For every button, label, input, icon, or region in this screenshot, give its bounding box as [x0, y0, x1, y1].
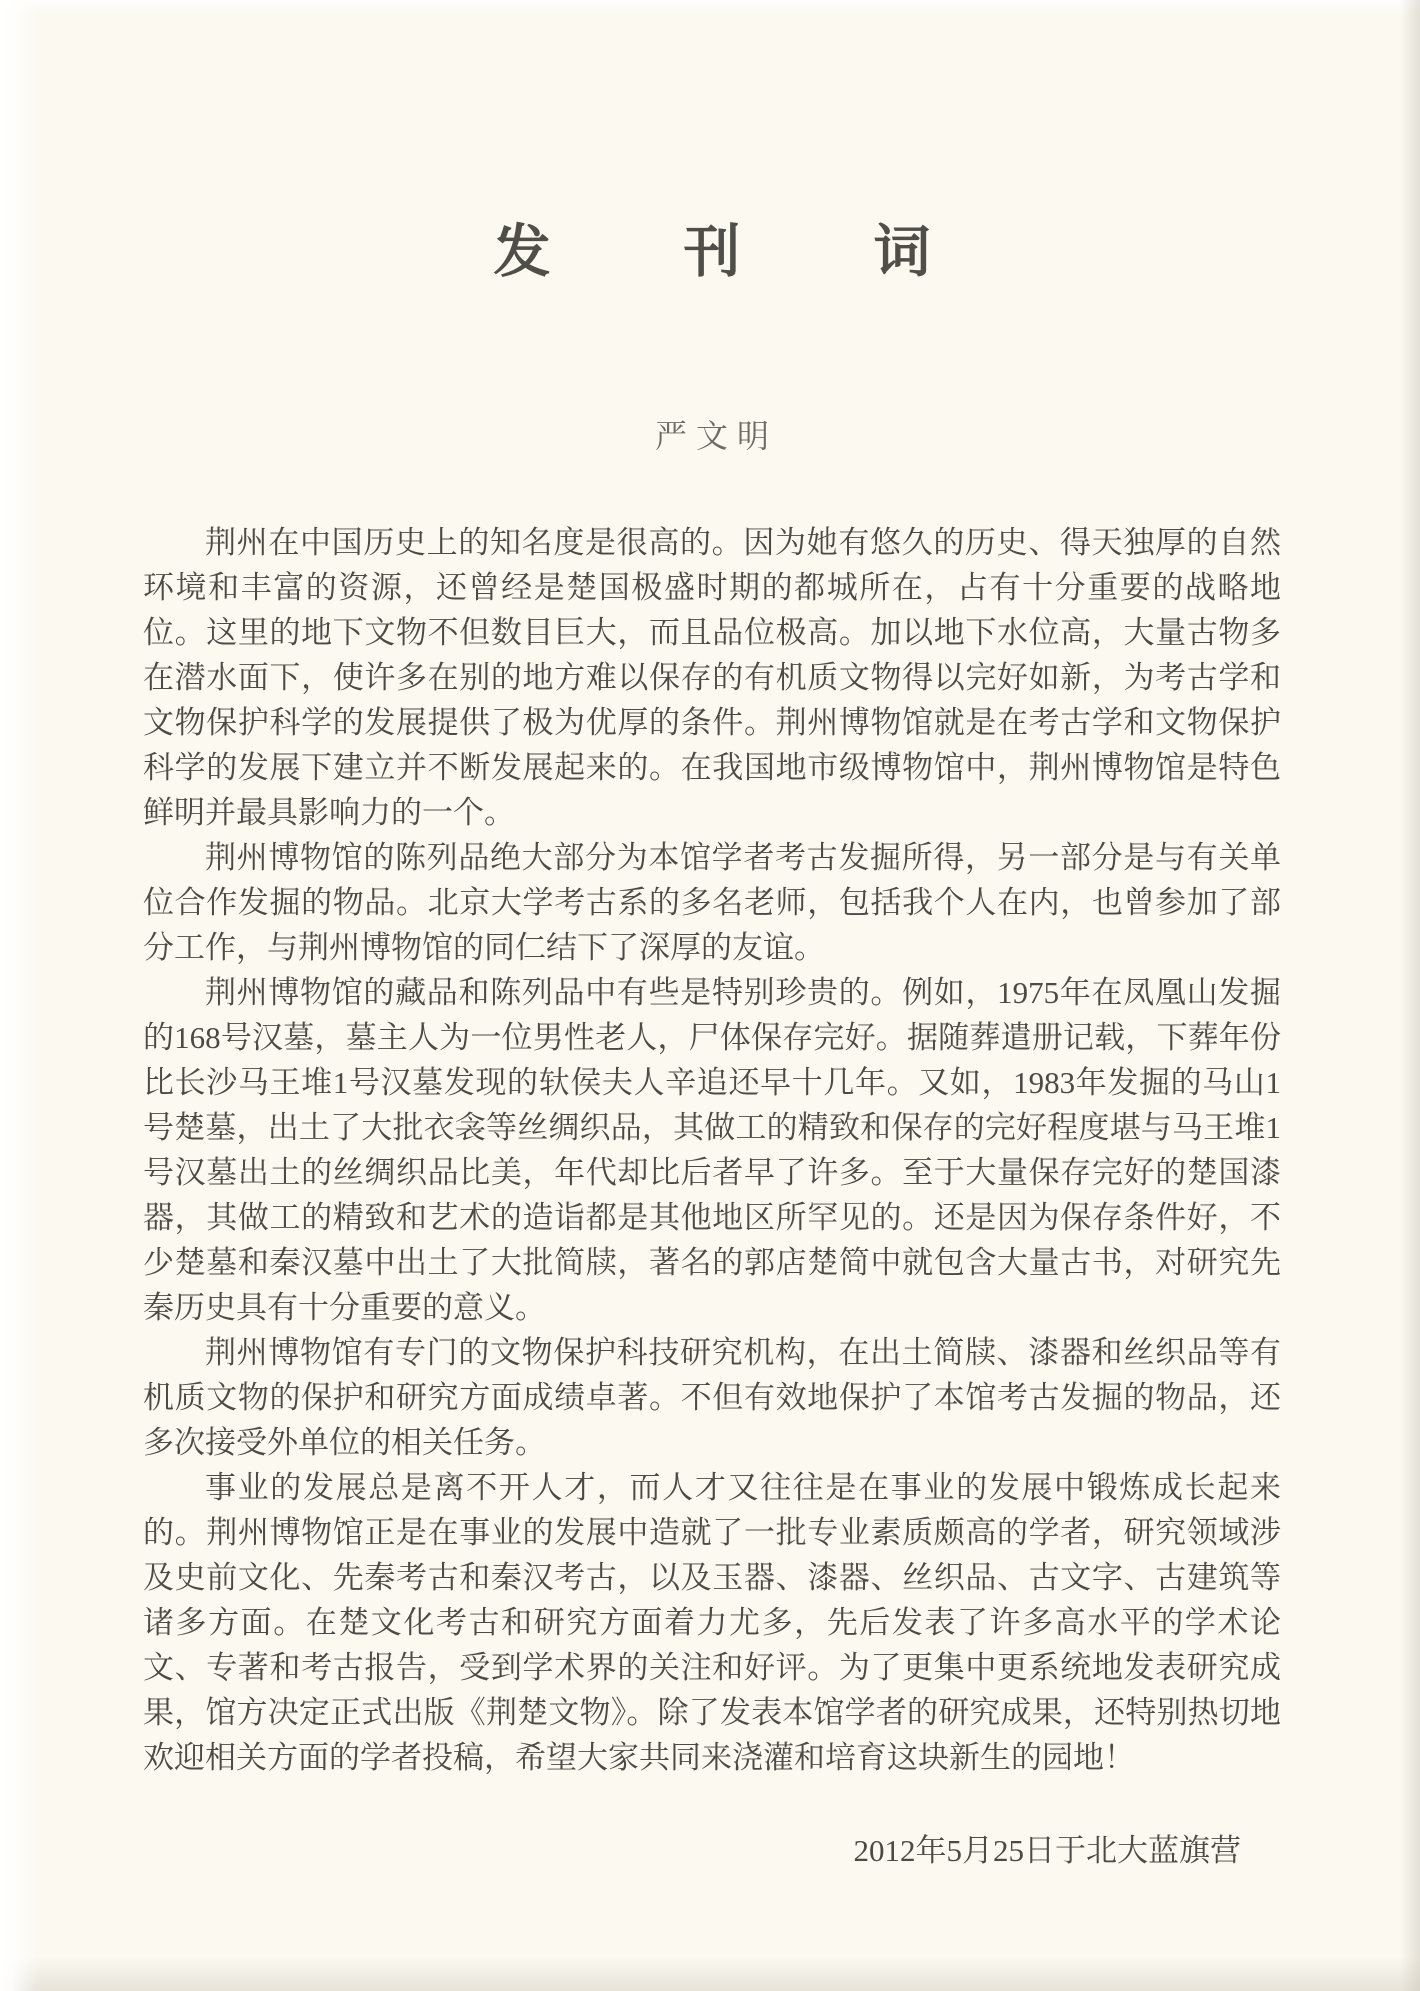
body-paragraph-3: 荆州博物馆的藏品和陈列品中有些是特别珍贵的。例如，1975年在凤凰山发掘的168号汉墓，墓主人为一位男性老人，尸体保存完好。据随葬遣册记载，下葬年份比长沙马王堆1号汉墓发现的轪侯夫人辛追还早十几年。又如，1983年发掘的马山1号楚墓，出土了大批衣衾等丝绸织品，其做工的精致和保存的完好程度堪与马王堆1号汉墓出土的丝绸织品比美，年代却比后者早了许多。至于大量保存完好的楚国漆器，其做工的精致和艺术的造诣都是其他地区所罕见的。还是因为保存条件好，不少楚墓和秦汉墓中出土了大批简牍，著名的郭店楚简中就包含大量古书，对研究先秦历史具有十分重要的意义。: [143, 975, 1281, 1325]
body-text: [143, 520, 1281, 1780]
body-paragraph-4: 荆州博物馆有专门的文物保护科技研究机构，在出土简牍、漆器和丝织品等有机质文物的保护和研究方面成绩卓著。不但有效地保护了本馆考古发掘的物品，还多次接受外单位的相关任务。: [143, 1335, 1281, 1460]
author-name: 严文明: [654, 418, 778, 454]
body-paragraph-5: 事业的发展总是离不开人才，而人才又往往是在事业的发展中锻炼成长起来的。荆州博物馆正是在事业的发展中造就了一批专业素质颇高的学者，研究领域涉及史前文化、先秦考古和秦汉考古，以及玉器、漆器、丝织品、古文字、古建筑等诸多方面。在楚文化考古和研究方面着力尤多，先后发表了许多高水平的学术论文、专著和考古报告，受到学术界的关注和好评。为了更集中更系统地发表研究成果，馆方决定正式出版《荆楚文物》。除了发表本馆学者的研究成果，还特别热切地欢迎相关方面的学者投稿，希望大家共同来浇灌和培育这块新生的园地！: [143, 1470, 1281, 1775]
body-paragraph-1: 荆州在中国历史上的知名度是很高的。因为她有悠久的历史、得天独厚的自然环境和丰富的资源，还曾经是楚国极盛时期的都城所在，占有十分重要的战略地位。这里的地下文物不但数目巨大，而且品位极高。加以地下水位高，大量古物多在潜水面下，使许多在别的地方难以保存的有机质文物得以完好如新，为考古学和文物保护科学的发展提供了极为优厚的条件。荆州博物馆就是在考古学和文物保护科学的发展下建立并不断发展起来的。在我国地市级博物馆中，荆州博物馆是特色鲜明并最具影响力的一个。: [143, 525, 1281, 830]
dateline: 2012年5月25日于北大蓝旗营: [853, 1833, 1241, 1868]
page-title: 发刊词: [493, 221, 1064, 284]
body-paragraph-2: 荆州博物馆的陈列品绝大部分为本馆学者考古发掘所得，另一部分是与有关单位合作发掘的物品。北京大学考古系的多名老师，包括我个人在内，也曾参加了部分工作，与荆州博物馆的同仁结下了深厚的友谊。: [143, 840, 1281, 965]
